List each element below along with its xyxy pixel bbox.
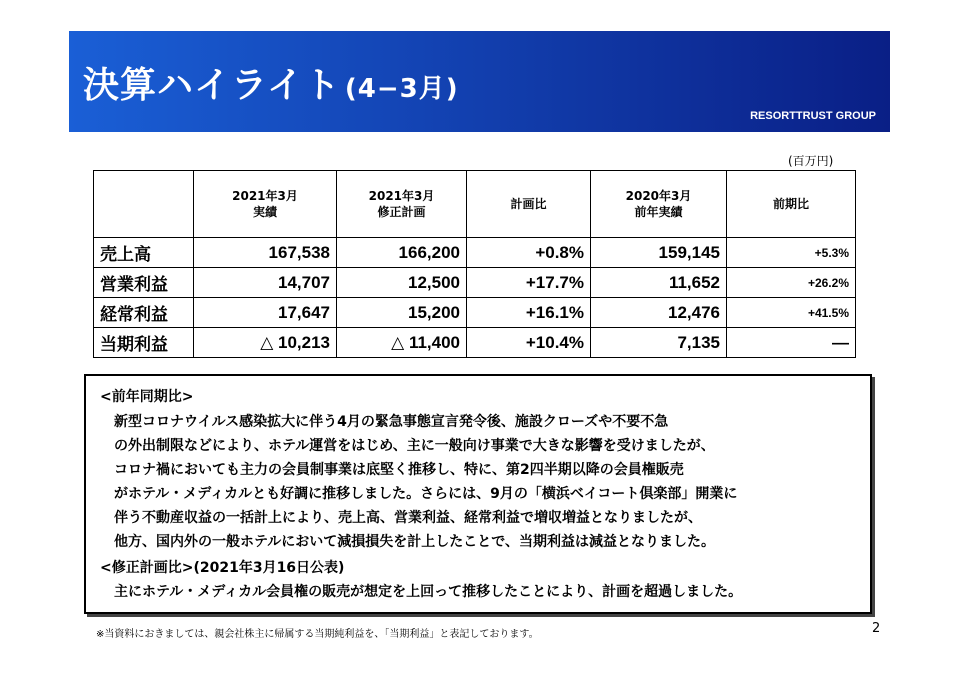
table-row: [94, 298, 856, 328]
row-label: 当期利益: [94, 328, 194, 358]
cell-plan: 166,200: [337, 238, 467, 268]
title-banner: [69, 31, 890, 132]
page-title: [83, 57, 459, 108]
cell-plan: 12,500: [337, 268, 467, 298]
row-label: 営業利益: [94, 268, 194, 298]
header-cell-actual: 2021年3月 実績: [194, 171, 337, 238]
cell-yoy: +5.3%: [727, 238, 856, 268]
yoy-line: 伴う不動産収益の一括計上により、売上高、営業利益、経常利益で増収増益となりましたが、: [114, 510, 702, 526]
cell-vs-plan: +16.1%: [467, 298, 591, 328]
page-number: 2: [872, 621, 881, 636]
cell-vs-plan: +10.4%: [467, 328, 591, 358]
cell-prior: 159,145: [591, 238, 727, 268]
cell-actual: 14,707: [194, 268, 337, 298]
cell-plan: △ 11,400: [337, 328, 467, 358]
title-text: 決算ハイライト: [83, 65, 341, 106]
cell-actual: 167,538: [194, 238, 337, 268]
cell-yoy: ―: [727, 328, 856, 358]
row-label: 経常利益: [94, 298, 194, 328]
table-header-row: [94, 171, 856, 238]
plan-heading: <修正計画比>(2021年3月16日公表): [100, 560, 345, 576]
company-name: RESORTTRUST GROUP: [750, 110, 876, 122]
cell-actual: 17,647: [194, 298, 337, 328]
table-row: [94, 328, 856, 358]
cell-prior: 12,476: [591, 298, 727, 328]
row-label: 売上高: [94, 238, 194, 268]
financial-summary-table: [93, 170, 856, 358]
cell-actual: △ 10,213: [194, 328, 337, 358]
title-period: (4−3月): [344, 74, 459, 104]
commentary-box: [84, 374, 872, 614]
cell-plan: 15,200: [337, 298, 467, 328]
yoy-line: の外出制限などにより、ホテル運営をはじめ、主に一般向け事業で大きな影響を受けましたが、: [114, 438, 715, 454]
cell-prior: 11,652: [591, 268, 727, 298]
plan-line: 主にホテル・メディカル会員権の販売が想定を上回って推移したことにより、計画を超過しました。: [114, 584, 743, 600]
header-cell-yoy: 前期比: [727, 171, 856, 238]
yoy-line: 他方、国内外の一般ホテルにおいて減損損失を計上したことで、当期利益は減益となりました。: [114, 534, 716, 550]
table-row: [94, 268, 856, 298]
table-row: [94, 238, 856, 268]
header-cell-vs-plan: 計画比: [467, 171, 591, 238]
footnote: ※当資料におきましては、親会社株主に帰属する当期純利益を、「当期利益」と表記しております。: [96, 629, 539, 640]
yoy-line: 新型コロナウイルス感染拡大に伴う4月の緊急事態宣言発令後、施設クローズや不要不急: [114, 414, 669, 430]
header-cell-plan: 2021年3月 修正計画: [337, 171, 467, 238]
cell-vs-plan: +17.7%: [467, 268, 591, 298]
header-cell-prior: 2020年3月 前年実績: [591, 171, 727, 238]
unit-label: (百万円): [788, 154, 834, 168]
yoy-line: コロナ禍においても主力の会員制事業は底堅く推移し、特に、第2四半期以降の会員権販売: [114, 462, 684, 478]
yoy-line: がホテル・メディカルとも好調に推移しました。さらには、9月の「横浜ベイコート倶楽部」開業に: [114, 486, 738, 502]
cell-yoy: +26.2%: [727, 268, 856, 298]
cell-prior: 7,135: [591, 328, 727, 358]
yoy-heading: <前年同期比>: [100, 389, 194, 405]
header-cell-empty: [94, 171, 194, 238]
cell-vs-plan: +0.8%: [467, 238, 591, 268]
cell-yoy: +41.5%: [727, 298, 856, 328]
